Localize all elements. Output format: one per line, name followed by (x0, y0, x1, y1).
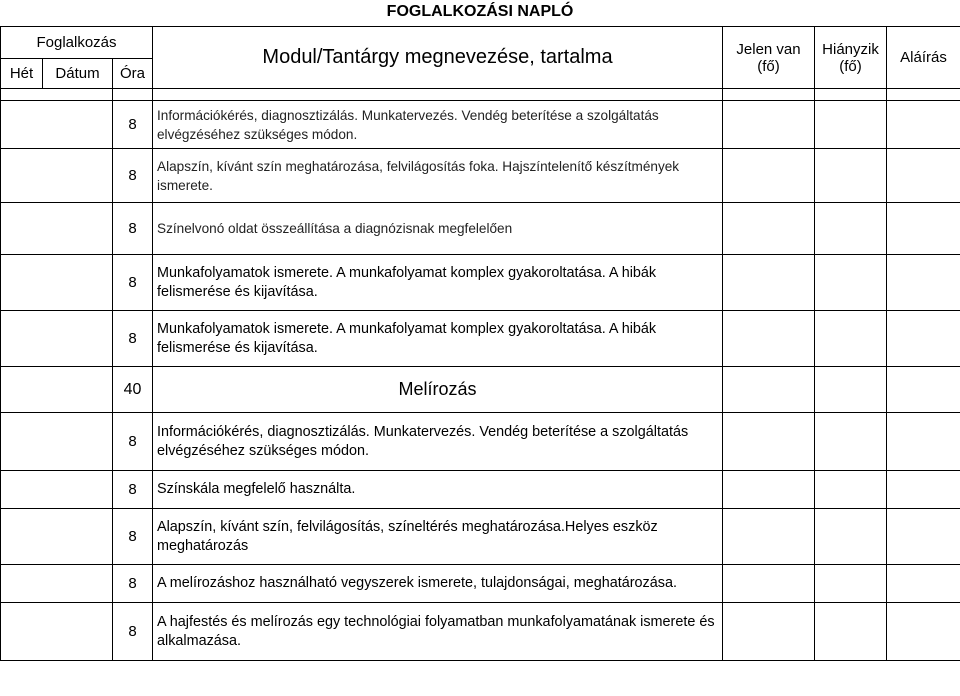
header-present-line2: (fő) (757, 57, 780, 75)
hours-cell: 8 (113, 471, 153, 509)
hours-cell: 8 (113, 149, 153, 203)
table-row (1, 471, 960, 509)
hours-cell: 8 (113, 203, 153, 255)
hours-cell: 8 (113, 255, 153, 311)
header-present (723, 27, 815, 89)
content-cell: A melírozáshoz használható vegyszerek ismerete, tulajdonságai, meghatározása. (153, 565, 723, 603)
header-hour: Óra (113, 59, 153, 89)
header-date: Dátum (43, 59, 113, 89)
section-title: Melírozás (153, 367, 723, 413)
hours-cell: 8 (113, 509, 153, 565)
header-week: Hét (1, 59, 43, 89)
content-cell: Színelvonó oldat összeállítása a diagnózisnak megfelelően (153, 203, 723, 255)
header-absent (815, 27, 887, 89)
table-row (1, 101, 960, 149)
table-row (1, 255, 960, 311)
content-cell: Színskála megfelelő használta. (153, 471, 723, 509)
header-absent-line2: (fő) (839, 57, 862, 75)
hours-cell: 8 (113, 565, 153, 603)
content-cell: Információkérés, diagnosztizálás. Munkatervezés. Vendég beterítése a szolgáltatás elvégzéséhez szükséges módon. (153, 101, 723, 149)
section-hours: 40 (113, 367, 153, 413)
hours-cell: 8 (113, 311, 153, 367)
table-row (1, 203, 960, 255)
page-title: FOGLALKOZÁSI NAPLÓ (386, 3, 574, 20)
spacer-row (1, 89, 960, 101)
hours-cell: 8 (113, 603, 153, 661)
table-row (1, 509, 960, 565)
header-subject: Modul/Tantárgy megnevezése, tartalma (153, 27, 723, 89)
hours-cell: 8 (113, 101, 153, 149)
header-absent-line1: Hiányzik (822, 40, 879, 58)
hours-cell: 8 (113, 413, 153, 471)
activity-log-table (0, 26, 960, 661)
table-row (1, 149, 960, 203)
content-cell: A hajfestés és melírozás egy technológiai folyamatban munkafolyamatának ismerete és alkalmazása. (153, 603, 723, 661)
header-row-top (1, 27, 960, 59)
content-cell: Munkafolyamatok ismerete. A munkafolyamat komplex gyakoroltatása. A hibák felismerése és kijavítása. (153, 255, 723, 311)
table-row (1, 413, 960, 471)
header-signature: Aláírás (887, 27, 960, 89)
table-row (1, 311, 960, 367)
content-cell: Információkérés, diagnosztizálás. Munkatervezés. Vendég beterítése a szolgáltatás elvégzéséhez szükséges módon. (153, 413, 723, 471)
content-cell: Alapszín, kívánt szín, felvilágosítás, színeltérés meghatározása.Helyes eszköz meghatározás (153, 509, 723, 565)
content-cell: Munkafolyamatok ismerete. A munkafolyamat komplex gyakoroltatása. A hibák felismerése és kijavítása. (153, 311, 723, 367)
content-cell: Alapszín, kívánt szín meghatározása, felvilágosítás foka. Hajszíntelenítő készítmények ismerete. (153, 149, 723, 203)
table-row (1, 565, 960, 603)
header-present-line1: Jelen van (736, 40, 801, 58)
section-row (1, 367, 960, 413)
header-occasion: Foglalkozás (1, 27, 153, 59)
table-row (1, 603, 960, 661)
